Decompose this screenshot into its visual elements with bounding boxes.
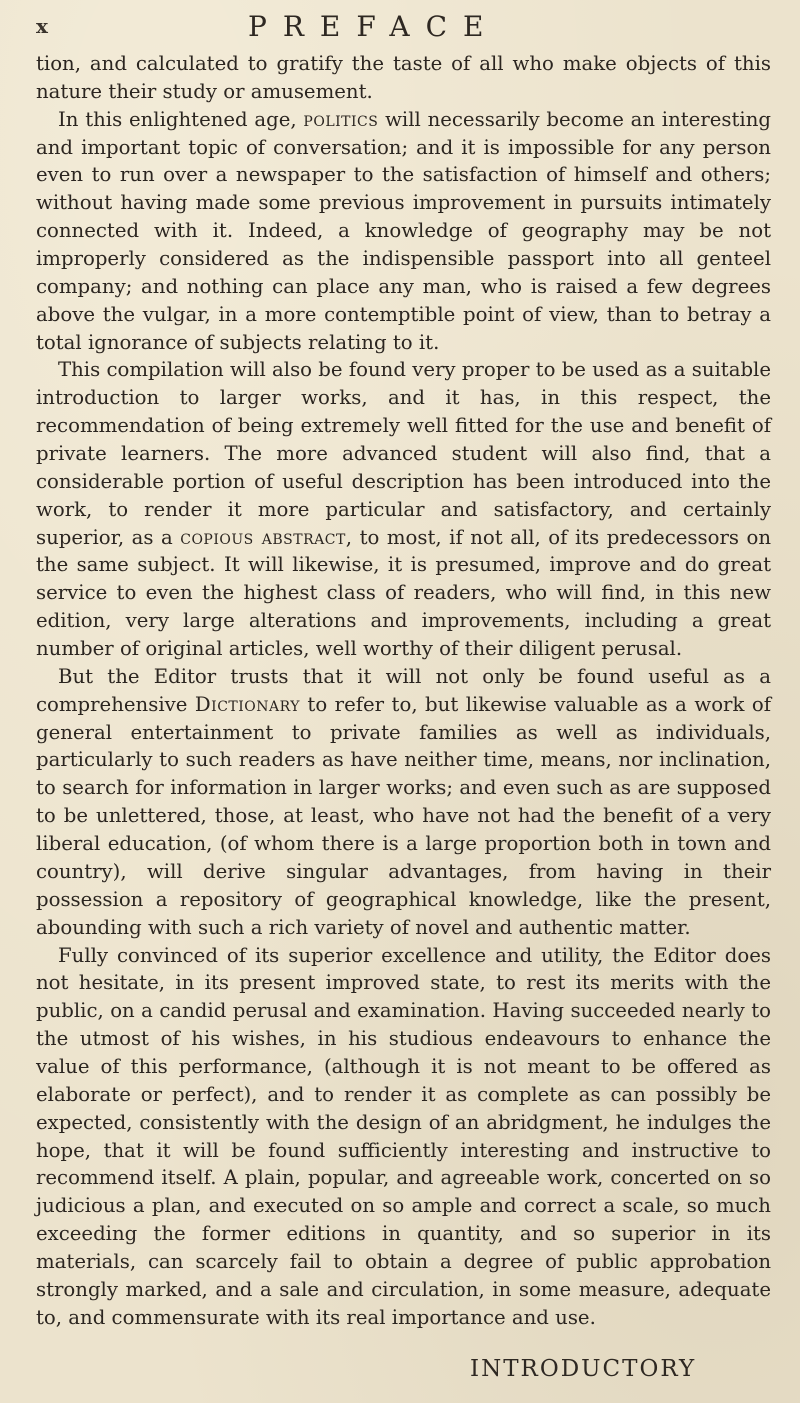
paragraph: [36, 942, 771, 1332]
paragraph: [36, 50, 771, 106]
text-run: But the Editor trusts that it will not only be found useful as a comprehensive: [36, 664, 771, 716]
page-title: PREFACE: [248, 10, 500, 43]
body-text: [36, 50, 771, 1332]
paragraph: [36, 663, 771, 942]
small-caps-term: copious abstract: [180, 525, 346, 549]
text-run: tion, and calculated to gratify the taste of all who make objects of this nature their study or amusement.: [36, 52, 771, 103]
text-run: , to most, if not all, of its predecessors on the same subject. It will likewise, it is presumed, improve and do great service to even the highest class of readers, who will find, in this new edition, very large alterations and improvements, including a great number of original articles, well worthy of their diligent perusal.: [36, 525, 771, 661]
text-run: to refer to, but likewise valuable as a work of general entertainment to private families as well as individuals, particularly to such readers as have neither time, means, nor inclination, to search for information in larger works; and even such as are supposed to be unlettered, those, at least, who have not had the benefit of a very liberal education, (of whom there is a large proportion both in town and country), will derive singular advantages, from having in their possession a repository of geographical knowledge, like the present, abounding with such a rich variety of novel and authentic matter.: [36, 692, 772, 939]
text-run: This compilation will also be found very proper to be used as a suitable introduction to larger works, and it has, in this respect, the recommendation of being extremely well fitted for the use and benefit of private learners. The more advanced student will also find, that a considerable portion of useful description has been introduced into the work, to render it more particular and satisfactory, and certainly superior, as a: [36, 358, 771, 549]
small-caps-term: Dictionary: [194, 692, 300, 716]
paragraph: [36, 356, 771, 662]
text-run: Fully convinced of its superior excellence and utility, the Editor does not hesitate, in its present improved state, to rest its merits with the public, on a candid perusal and examination. Having succeeded nearly to the utmost of his wishes, in his studious endeavours to enhance the value of this performance, (although it is not meant to be offered as elaborate or perfect), and to render it as complete as can possibly be expected, consistently with the design of an abridgment, he indulges the hope, that it will be found sufficiently interesting and instructive to recommend itself. A plain, popular, and agreeable work, concerted on so judicious a plan, and executed on so ample and correct a scale, so much exceeding the former editions in quantity, and so superior in its materials, can scarcely fail to obtain a degree of public approbation strongly marked, and a sale and circulation, in some measure, adequate to, and commensurate with its real importance and use.: [36, 943, 771, 1329]
text-run: will necessarily become an interesting and important topic of conversation; and it is impossible for any person even to run over a newspaper to the satisfaction of himself and others; without having made some previous improvement in pursuits intimately connected with it. Indeed, a knowledge of geography may be not improperly considered as the indispensible passport into all genteel company; and nothing can place any man, who is raised a few degrees above the vulgar, in a more contemptible point of view, than to betray a total ignorance of subjects relating to it.: [36, 107, 771, 354]
text-run: In this enlightened age,: [58, 107, 304, 131]
catchword: INTRODUCTORY: [470, 1356, 697, 1382]
paragraph: [36, 106, 771, 357]
small-caps-term: politics: [303, 107, 379, 131]
running-head: [36, 10, 776, 46]
signature-mark: x: [36, 14, 48, 38]
